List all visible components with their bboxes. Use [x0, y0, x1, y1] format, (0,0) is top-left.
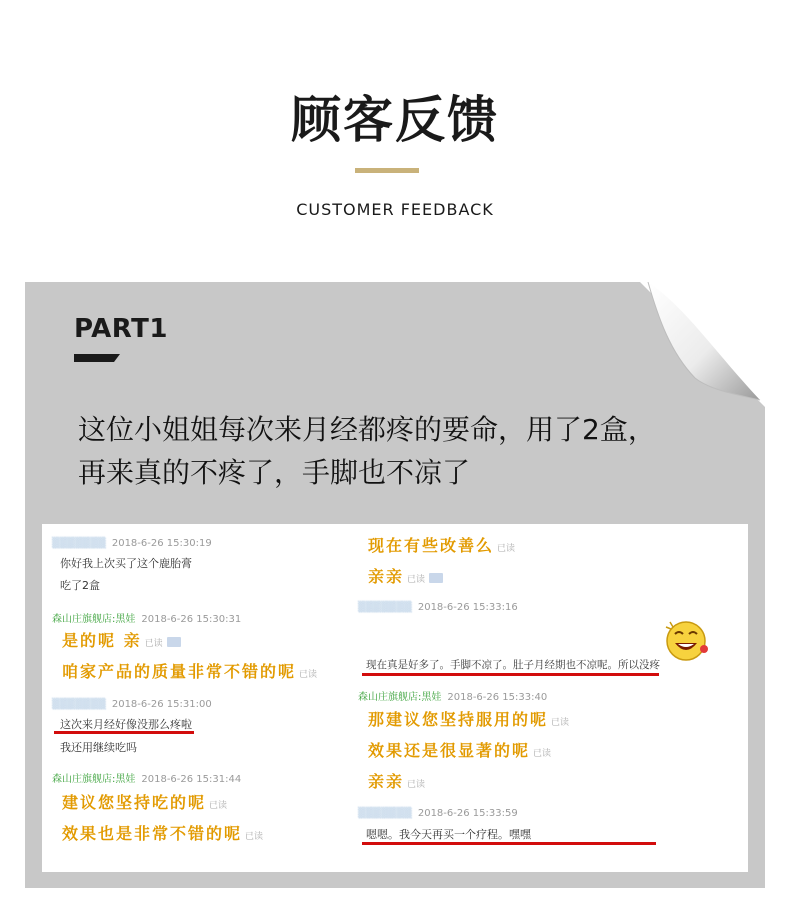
shop-reply: [62, 628, 181, 651]
read-status: 已读: [209, 801, 228, 811]
shop-reply: [62, 659, 317, 682]
page-curl-decoration: [640, 282, 765, 407]
read-status: 已读: [533, 749, 552, 759]
shop-name: 森山庄旗舰店:黑娃: [52, 774, 136, 785]
read-status: 已读: [245, 832, 264, 842]
reply-text: 那建议您坚持服用的呢: [368, 710, 549, 729]
page-subtitle: CUSTOMER FEEDBACK: [296, 200, 494, 219]
shop-reply: [62, 821, 263, 844]
message-time: 2018-6-26 15:31:00: [111, 699, 212, 710]
message-meta: [52, 770, 241, 785]
customer-name-blurred: ▒▒▒▒▒▒▒: [52, 699, 106, 710]
message-time: 2018-6-26 15:30:31: [141, 614, 242, 625]
message-time: 2018-6-26 15:30:19: [111, 538, 212, 549]
message-meta: [52, 610, 241, 625]
shop-name: 森山庄旗舰店:黑娃: [52, 614, 136, 625]
message-time: 2018-6-26 15:31:44: [141, 774, 242, 785]
shop-reply: [62, 790, 227, 813]
shop-name: 森山庄旗舰店:黑娃: [358, 692, 442, 703]
customer-message: 现在真是好多了。手脚不凉了。肚子月经期也不凉呢。所以没疼: [366, 659, 660, 671]
story-line: 再来真的不疼了，手脚也不凉了: [78, 456, 471, 489]
reply-text: 亲亲: [368, 772, 405, 791]
customer-name-blurred: ▒▒▒▒▒▒▒: [52, 538, 106, 549]
message-meta: [358, 688, 547, 703]
read-status: 已读: [299, 670, 318, 680]
shop-reply: [368, 707, 569, 730]
part-label: PART1: [74, 314, 168, 344]
message-time: 2018-6-26 15:33:40: [447, 692, 548, 703]
laughing-face-icon: [662, 619, 712, 665]
reply-text: 建议您坚持吃的呢: [62, 793, 207, 812]
message-meta: [52, 699, 212, 710]
story-line: 这位小姐姐每次来月经都疼的要命，用了2盒，: [78, 413, 656, 446]
read-status: 已读: [407, 575, 426, 585]
customer-name-blurred: ▒▒▒▒▒▒▒: [358, 602, 412, 613]
story-text: [78, 408, 748, 494]
read-icon: [429, 573, 443, 583]
reply-text: 效果还是很显著的呢: [368, 741, 531, 760]
read-icon: [167, 637, 181, 647]
shop-reply: [368, 533, 515, 556]
reply-text: 咱家产品的质量非常不错的呢: [62, 662, 297, 681]
read-status: 已读: [551, 718, 570, 728]
customer-message: 吃了2盒: [60, 579, 100, 592]
message-meta: [358, 602, 518, 613]
message-time: 2018-6-26 15:33:59: [417, 808, 518, 819]
customer-message: 这次来月经好像没那么疼啦: [60, 718, 192, 731]
part-underline-mark: [74, 354, 120, 362]
chat-screenshot: [42, 524, 748, 872]
highlight-underline: [362, 673, 659, 676]
reply-text: 是的呢 亲: [62, 631, 142, 650]
title-divider: [355, 168, 419, 173]
read-status: 已读: [407, 780, 426, 790]
message-meta: [358, 808, 518, 819]
read-status: 已读: [144, 639, 163, 649]
shop-reply: [368, 769, 425, 792]
customer-message: 我还用继续吃吗: [60, 741, 137, 754]
reply-text: 效果也是非常不错的呢: [62, 824, 243, 843]
customer-message: 你好我上次买了这个鹿胎膏: [60, 557, 192, 570]
customer-name-blurred: ▒▒▒▒▒▒▒: [358, 808, 412, 819]
page-title: 顾客反馈: [291, 91, 499, 149]
message-meta: [52, 538, 212, 549]
highlight-underline: [54, 731, 194, 734]
shop-reply: [368, 738, 551, 761]
customer-message: 嗯嗯。我今天再买一个疗程。嘿嘿: [366, 828, 531, 841]
reply-text: 现在有些改善么: [368, 536, 495, 555]
shop-reply: [368, 564, 443, 587]
read-status: 已读: [497, 544, 516, 554]
highlight-underline: [362, 842, 656, 845]
message-time: 2018-6-26 15:33:16: [417, 602, 518, 613]
reply-text: 亲亲: [368, 567, 405, 586]
